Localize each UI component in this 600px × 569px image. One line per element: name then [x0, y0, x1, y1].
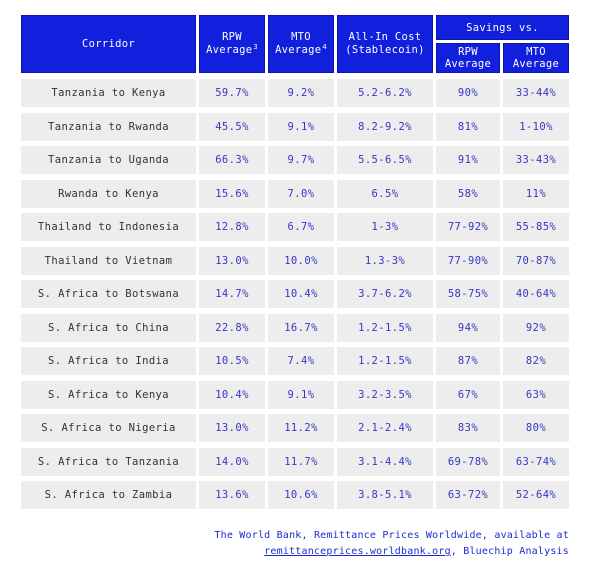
mto-average-cell: 11.2% — [268, 414, 334, 442]
table-row — [21, 314, 569, 342]
corridor-cell: S. Africa to Nigeria — [21, 414, 196, 442]
table-row — [21, 180, 569, 208]
savings-vs-rpw-cell: 94% — [436, 314, 500, 342]
table-row — [21, 280, 569, 308]
corridor-cell: Tanzania to Kenya — [21, 79, 196, 107]
source-note-line-2 — [21, 544, 569, 560]
mto-average-cell: 10.6% — [268, 481, 334, 509]
corridor-cell: Tanzania to Rwanda — [21, 113, 196, 141]
rpw-average-cell: 13.0% — [199, 414, 265, 442]
rpw-average-cell: 14.7% — [199, 280, 265, 308]
corridor-cell: Tanzania to Uganda — [21, 146, 196, 174]
corridor-cell: Rwanda to Kenya — [21, 180, 196, 208]
mto-average-cell: 9.1% — [268, 113, 334, 141]
savings-vs-mto-cell: 11% — [503, 180, 569, 208]
mto-average-cell: 10.0% — [268, 247, 334, 275]
savings-vs-rpw-cell: 67% — [436, 381, 500, 409]
savings-vs-mto-cell: 82% — [503, 347, 569, 375]
savings-vs-mto-cell: 33-44% — [503, 79, 569, 107]
savings-vs-mto-cell: 70-87% — [503, 247, 569, 275]
rpw-average-cell: 10.5% — [199, 347, 265, 375]
footnote-marker-4: 4 — [322, 42, 327, 51]
rpw-average-cell: 22.8% — [199, 314, 265, 342]
header-corridor-label: Corridor — [82, 37, 135, 50]
corridor-cell: S. Africa to Botswana — [21, 280, 196, 308]
all-in-cost-cell: 3.2-3.5% — [337, 381, 433, 409]
savings-vs-mto-cell: 1-10% — [503, 113, 569, 141]
savings-vs-rpw-cell: 77-92% — [436, 213, 500, 241]
header-savings-rpw: RPW Average — [436, 43, 500, 73]
rpw-average-cell: 59.7% — [199, 79, 265, 107]
table-row — [21, 213, 569, 241]
mto-average-cell: 7.4% — [268, 347, 334, 375]
table-row — [21, 247, 569, 275]
corridor-cell: Thailand to Indonesia — [21, 213, 196, 241]
table-row — [21, 481, 569, 509]
all-in-cost-cell: 1.3-3% — [337, 247, 433, 275]
all-in-cost-cell: 5.5-6.5% — [337, 146, 433, 174]
table-body — [21, 79, 569, 509]
savings-vs-mto-cell: 52-64% — [503, 481, 569, 509]
header-all-in-cost: All-In Cost (Stablecoin) — [337, 15, 433, 73]
all-in-cost-cell: 3.1-4.4% — [337, 448, 433, 476]
source-note — [21, 528, 569, 560]
rpw-average-cell: 45.5% — [199, 113, 265, 141]
rpw-average-cell: 14.0% — [199, 448, 265, 476]
savings-vs-mto-cell: 40-64% — [503, 280, 569, 308]
corridor-cell: S. Africa to India — [21, 347, 196, 375]
source-note-line-1: The World Bank, Remittance Prices Worldwide, available at — [214, 530, 569, 541]
savings-vs-mto-cell: 63% — [503, 381, 569, 409]
table-row — [21, 448, 569, 476]
savings-vs-rpw-cell: 58-75% — [436, 280, 500, 308]
corridor-cell: Thailand to Vietnam — [21, 247, 196, 275]
rpw-average-cell: 15.6% — [199, 180, 265, 208]
savings-vs-rpw-cell: 87% — [436, 347, 500, 375]
mto-average-cell: 7.0% — [268, 180, 334, 208]
rpw-average-cell: 10.4% — [199, 381, 265, 409]
header-rpw-average: RPW Average$^3$ — [199, 15, 265, 73]
mto-average-cell: 16.7% — [268, 314, 334, 342]
savings-vs-rpw-cell: 91% — [436, 146, 500, 174]
all-in-cost-cell: 1.2-1.5% — [337, 347, 433, 375]
header-savings-group — [436, 15, 569, 73]
table-row — [21, 347, 569, 375]
savings-vs-rpw-cell: 81% — [436, 113, 500, 141]
table-row — [21, 113, 569, 141]
savings-vs-rpw-cell: 58% — [436, 180, 500, 208]
source-link[interactable]: remittanceprices.worldbank.org — [264, 546, 451, 557]
corridor-cell: S. Africa to Zambia — [21, 481, 196, 509]
mto-average-cell: 9.2% — [268, 79, 334, 107]
all-in-cost-cell: 1-3% — [337, 213, 433, 241]
corridor-cell: S. Africa to Kenya — [21, 381, 196, 409]
mto-average-cell: 6.7% — [268, 213, 334, 241]
all-in-cost-cell: 1.2-1.5% — [337, 314, 433, 342]
savings-vs-mto-cell: 33-43% — [503, 146, 569, 174]
savings-vs-mto-cell: 63-74% — [503, 448, 569, 476]
savings-vs-rpw-cell: 63-72% — [436, 481, 500, 509]
savings-vs-mto-cell: 92% — [503, 314, 569, 342]
rpw-average-cell: 13.6% — [199, 481, 265, 509]
corridor-cell: S. Africa to China — [21, 314, 196, 342]
source-note-line-2-rest: , Bluechip Analysis — [450, 546, 569, 557]
mto-average-cell: 10.4% — [268, 280, 334, 308]
header-savings-mto: MTO Average — [503, 43, 569, 73]
table-row — [21, 146, 569, 174]
savings-vs-rpw-cell: 83% — [436, 414, 500, 442]
table-row — [21, 79, 569, 107]
all-in-cost-cell: 5.2-6.2% — [337, 79, 433, 107]
savings-vs-rpw-cell: 77-90% — [436, 247, 500, 275]
savings-vs-mto-cell: 80% — [503, 414, 569, 442]
rpw-average-cell: 13.0% — [199, 247, 265, 275]
mto-average-cell: 9.1% — [268, 381, 334, 409]
all-in-cost-cell: 8.2-9.2% — [337, 113, 433, 141]
header-mto-average: MTO Average$^4$ — [268, 15, 334, 73]
table-header — [21, 15, 569, 73]
savings-vs-mto-cell: 55-85% — [503, 213, 569, 241]
rpw-average-cell: 12.8% — [199, 213, 265, 241]
all-in-cost-cell: 6.5% — [337, 180, 433, 208]
header-savings-vs: Savings vs. — [436, 15, 569, 40]
all-in-cost-cell: 3.8-5.1% — [337, 481, 433, 509]
mto-average-cell: 11.7% — [268, 448, 334, 476]
savings-vs-rpw-cell: 90% — [436, 79, 500, 107]
corridor-cost-table — [21, 15, 569, 560]
savings-vs-rpw-cell: 69-78% — [436, 448, 500, 476]
all-in-cost-cell: 2.1-2.4% — [337, 414, 433, 442]
table-row — [21, 414, 569, 442]
all-in-cost-cell: 3.7-6.2% — [337, 280, 433, 308]
corridor-cell: S. Africa to Tanzania — [21, 448, 196, 476]
footnote-marker-3: 3 — [253, 42, 258, 51]
rpw-average-cell: 66.3% — [199, 146, 265, 174]
table-row — [21, 381, 569, 409]
mto-average-cell: 9.7% — [268, 146, 334, 174]
header-corridor — [21, 15, 196, 73]
